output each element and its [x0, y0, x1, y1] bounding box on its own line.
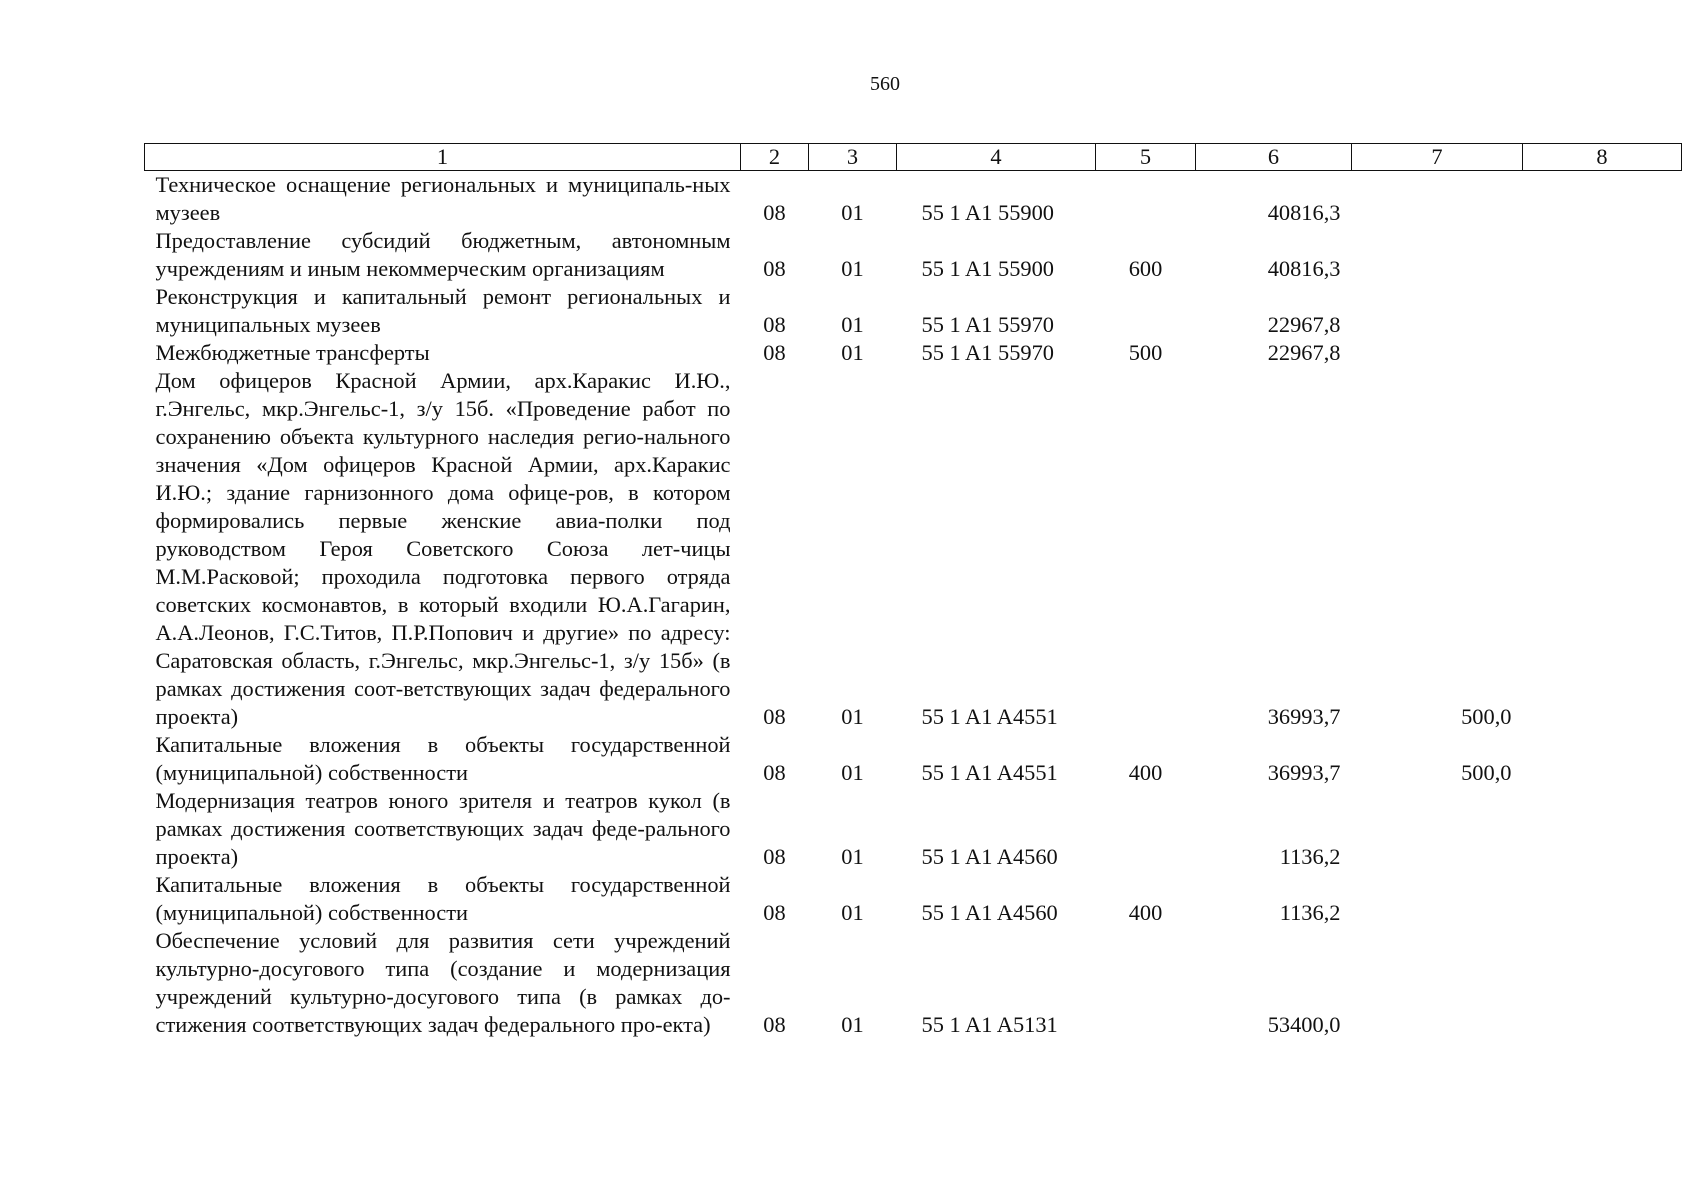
- row-name: Обеспечение условий для развития сети учреждений культурно-досугового типа (создание и модернизация учреждений культурно-досугового типа (в рамках до-стижения соответствующих задач федерального про-екта): [155, 928, 731, 1037]
- row-amount-col8: [1523, 871, 1682, 927]
- header-col-5: 5: [1096, 144, 1196, 171]
- row-amount-col6: 22967,8: [1267, 340, 1341, 365]
- row-subsection: 01: [841, 704, 864, 729]
- row-amount-col6: 1136,2: [1279, 844, 1341, 869]
- row-target-code: 55 1 A1 55900: [921, 200, 1054, 225]
- row-amount-col7: [1352, 227, 1523, 283]
- row-amount-col8: [1523, 227, 1682, 283]
- table-body: [145, 171, 1682, 1040]
- table-row: [145, 927, 1682, 1039]
- row-target-code: 55 1 A1 55970: [921, 312, 1054, 337]
- row-name: Модернизация театров юного зрителя и театров кукол (в рамках достижения соответствующих задач феде-рального проекта): [155, 788, 731, 869]
- row-amount-col6: 40816,3: [1267, 256, 1341, 281]
- row-amount-col8: [1523, 339, 1682, 367]
- row-subsection: 01: [841, 340, 864, 365]
- row-target-code: 55 1 A1 55900: [921, 256, 1054, 281]
- row-section: 08: [763, 340, 786, 365]
- header-col-3: 3: [809, 144, 897, 171]
- row-target-code: 55 1 A1 A4560: [921, 844, 1058, 869]
- header-col-6: 6: [1196, 144, 1352, 171]
- row-target-code: 55 1 A1 A4560: [921, 900, 1058, 925]
- page-number: 560: [870, 73, 900, 95]
- row-expense-type: 600: [1128, 256, 1163, 281]
- row-amount-col8: [1523, 731, 1682, 787]
- row-expense-type: 400: [1128, 900, 1163, 925]
- row-expense-type: [1096, 283, 1196, 339]
- row-amount-col8: [1523, 367, 1682, 731]
- row-name: Межбюджетные трансферты: [155, 340, 430, 365]
- header-col-2: 2: [741, 144, 809, 171]
- row-name: Техническое оснащение региональных и муниципаль-ных музеев: [155, 172, 731, 225]
- header-col-8: 8: [1523, 144, 1682, 171]
- row-target-code: 55 1 A1 55970: [921, 340, 1054, 365]
- row-subsection: 01: [841, 760, 864, 785]
- row-name: Дом офицеров Красной Армии, арх.Каракис И.Ю., г.Энгельс, мкр.Энгельс-1, з/у 15б. «Проведение работ по сохранению объекта культурного наследия регио-нального значения «Дом офицеров Красной Армии, арх.Каракис И.Ю.; здание гарнизонного дома офице-ров, в котором формировались первые женские авиа-полки под руководством Героя Советского Союза лет-чицы М.М.Расковой; проходила подготовка первого отряда советских космонавтов, в который входили Ю.А.Гагарин, А.А.Леонов, Г.С.Титов, П.Р.Попович и другие» по адресу: Саратовская область, г.Энгельс, мкр.Энгельс-1, з/у 15б» (в рамках достижения соот-ветствующих задач федерального проекта): [155, 368, 731, 729]
- row-subsection: 01: [841, 844, 864, 869]
- row-name: Капитальные вложения в объекты государственной (муниципальной) собственности: [155, 872, 731, 925]
- row-name: Предоставление субсидий бюджетным, автономным учреждениям и иным некоммерческим организациям: [155, 228, 731, 281]
- row-amount-col8: [1523, 283, 1682, 339]
- row-expense-type: [1096, 171, 1196, 228]
- row-section: 08: [763, 256, 786, 281]
- row-section: 08: [763, 900, 786, 925]
- table-row: [145, 731, 1682, 787]
- row-amount-col6: 36993,7: [1267, 760, 1341, 785]
- row-amount-col6: 1136,2: [1279, 900, 1341, 925]
- row-section: 08: [763, 200, 786, 225]
- row-expense-type: 500: [1128, 340, 1163, 365]
- row-name: Реконструкция и капитальный ремонт региональных и муниципальных музеев: [155, 284, 731, 337]
- row-subsection: 01: [841, 900, 864, 925]
- table-row: [145, 339, 1682, 367]
- table-header: [145, 144, 1682, 171]
- row-expense-type: 400: [1128, 760, 1163, 785]
- row-subsection: 01: [841, 256, 864, 281]
- row-amount-col7: [1352, 871, 1523, 927]
- row-section: 08: [763, 704, 786, 729]
- table-row: [145, 283, 1682, 339]
- table-row: [145, 871, 1682, 927]
- row-section: 08: [763, 312, 786, 337]
- row-section: 08: [763, 844, 786, 869]
- table-row: [145, 171, 1682, 228]
- row-subsection: 01: [841, 200, 864, 225]
- row-amount-col8: [1523, 171, 1682, 228]
- row-amount-col7: [1352, 171, 1523, 228]
- row-section: 08: [763, 760, 786, 785]
- row-section: 08: [763, 1012, 786, 1037]
- row-amount-col7: [1352, 927, 1523, 1039]
- row-target-code: 55 1 A1 A4551: [921, 760, 1058, 785]
- row-target-code: 55 1 A1 A5131: [921, 1012, 1058, 1037]
- row-amount-col6: 22967,8: [1267, 312, 1341, 337]
- header-col-7: 7: [1352, 144, 1523, 171]
- row-amount-col6: 53400,0: [1267, 1012, 1341, 1037]
- row-name: Капитальные вложения в объекты государственной (муниципальной) собственности: [155, 732, 731, 785]
- header-col-4: 4: [897, 144, 1096, 171]
- row-subsection: 01: [841, 1012, 864, 1037]
- row-target-code: 55 1 A1 A4551: [921, 704, 1058, 729]
- row-amount-col6: 40816,3: [1267, 200, 1341, 225]
- table-row: [145, 367, 1682, 731]
- row-amount-col7: 500,0: [1461, 760, 1512, 785]
- row-subsection: 01: [841, 312, 864, 337]
- row-amount-col7: [1352, 787, 1523, 871]
- budget-table: [144, 143, 1682, 1039]
- row-amount-col7: 500,0: [1461, 704, 1512, 729]
- row-amount-col6: 36993,7: [1267, 704, 1341, 729]
- header-col-1: 1: [145, 144, 741, 171]
- row-amount-col7: [1352, 339, 1523, 367]
- row-amount-col7: [1352, 283, 1523, 339]
- row-amount-col8: [1523, 787, 1682, 871]
- row-expense-type: [1096, 927, 1196, 1039]
- row-expense-type: [1096, 367, 1196, 731]
- row-amount-col8: [1523, 927, 1682, 1039]
- header-row: [145, 144, 1682, 171]
- row-expense-type: [1096, 787, 1196, 871]
- table-row: [145, 787, 1682, 871]
- table-row: [145, 227, 1682, 283]
